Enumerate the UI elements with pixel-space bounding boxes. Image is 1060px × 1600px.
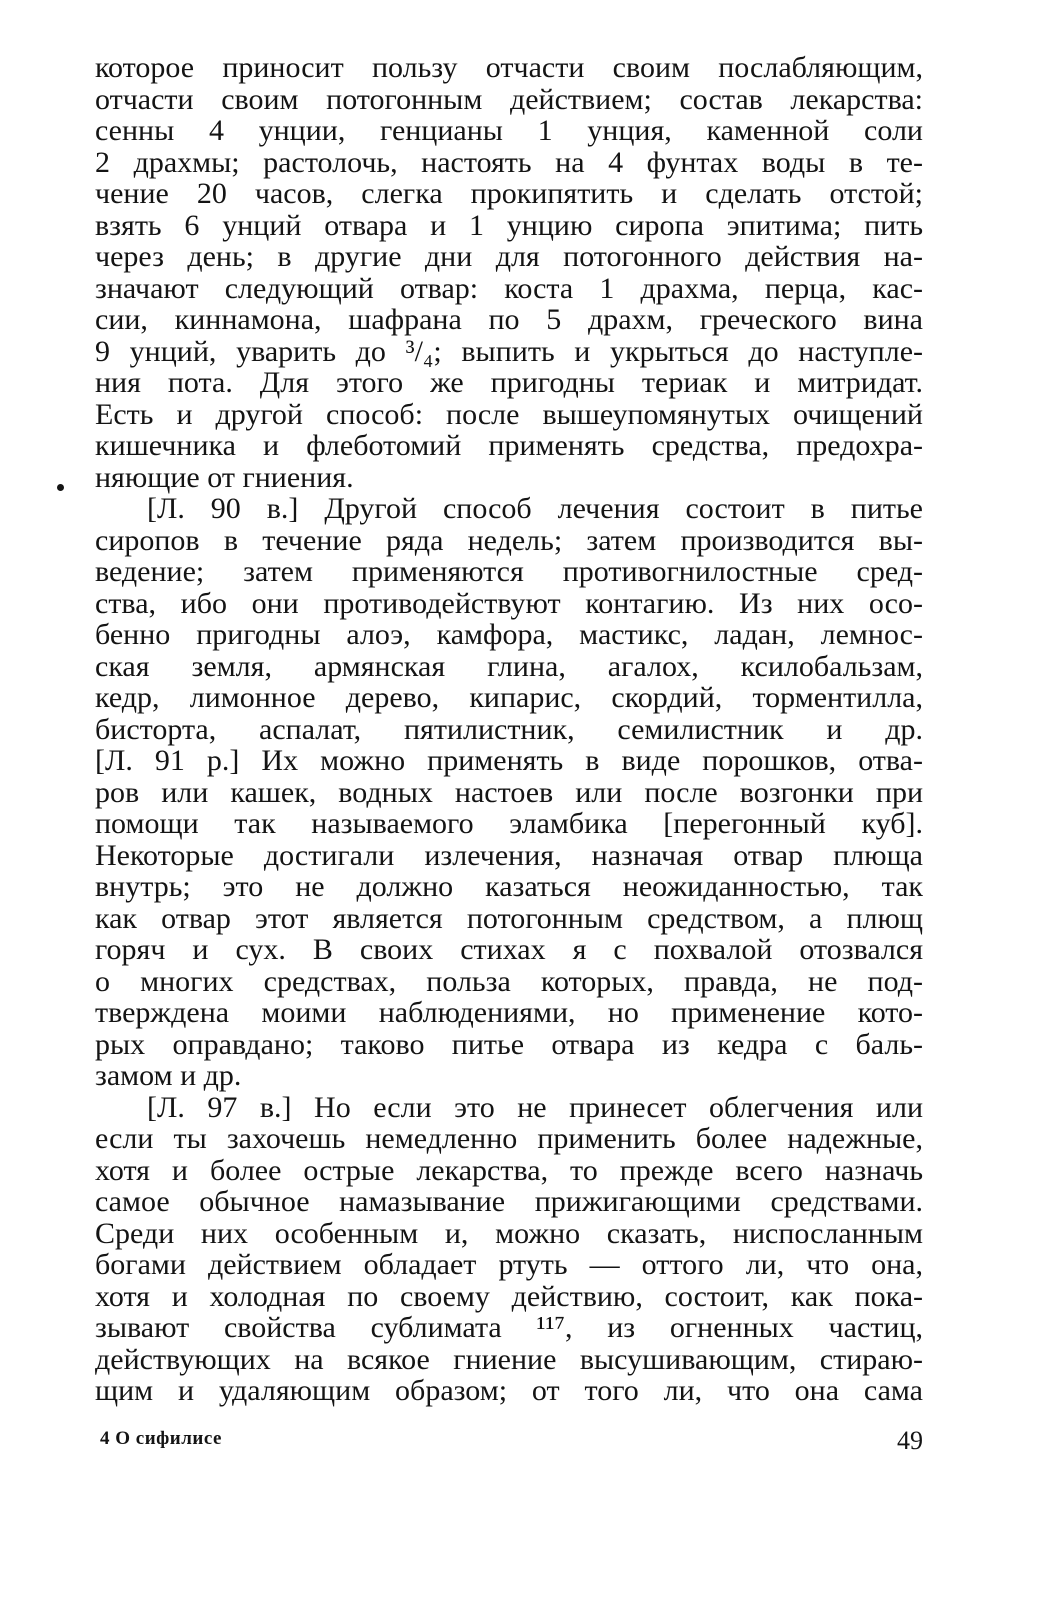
text-line: [Л. 97 в.] Но если это не принесет облегчения или bbox=[147, 1090, 923, 1124]
text-line: ведение; затем применяются противогнилостные сред- bbox=[95, 555, 923, 588]
page-footer bbox=[100, 1424, 923, 1464]
text-line: о многих средствах, польза которых, правда, не под- bbox=[95, 964, 923, 998]
text-line: Есть и другой способ: после вышеупомянутых очищений bbox=[95, 397, 923, 431]
text-line: замом и др. bbox=[95, 1059, 242, 1092]
text-line: значают следующий отвар: коста 1 драхма, перца, кас- bbox=[95, 271, 923, 305]
text-line: бенно пригодны алоэ, камфора, мастикс, ладан, лемнос- bbox=[95, 618, 923, 651]
text-line: 2 драхмы; растолочь, настоять на 4 фунтах воды в те- bbox=[95, 145, 923, 179]
text-line: чение 20 часов, слегка прокипятить и сделать отстой; bbox=[95, 177, 923, 210]
margin-dot bbox=[57, 484, 64, 491]
paragraph-2 bbox=[95, 493, 923, 1092]
text-line: отчасти своим потогонным действием; состав лекарства: bbox=[95, 82, 923, 116]
text-line: помощи так называемого эламбика [перегонный куб]. bbox=[95, 807, 923, 840]
text-line: зывают свойства сублимата ¹¹⁷, из огненных частиц, bbox=[95, 1311, 923, 1344]
text-line: богами действием обладает ртуть — оттого ли, что она, bbox=[95, 1248, 923, 1281]
text-line: взять 6 унций отвара и 1 унцию сиропа эпитима; пить bbox=[95, 208, 923, 242]
text-line: щим и удаляющим образом; от того ли, что она сама bbox=[95, 1374, 923, 1407]
text-line: через день; в другие дни для потогонного действия на- bbox=[95, 240, 923, 273]
text-line: сиропов в течение ряда недель; затем производится вы- bbox=[95, 523, 923, 557]
paragraph-3 bbox=[95, 1092, 923, 1407]
text-line: ская земля, армянская глина, агалох, ксилобальзам, bbox=[95, 649, 923, 683]
text-line: Некоторые достигали излечения, назначая отвар плюща bbox=[95, 838, 923, 872]
text-line: сии, киннамона, шафрана по 5 драхм, греческого вина bbox=[95, 303, 923, 336]
text-line: кишечника и флеботомий применять средства, предохра- bbox=[95, 429, 923, 462]
text-line: [Л. 90 в.] Другой способ лечения состоит в питье bbox=[147, 492, 923, 525]
text-line: внутрь; это не должно казаться неожиданностью, так bbox=[95, 870, 923, 903]
text-line: если ты захочешь немедленно применить более надежные, bbox=[95, 1122, 923, 1155]
page-body bbox=[95, 52, 923, 1407]
text-line: ства, ибо они противодействуют контагию. Из них осо- bbox=[95, 586, 923, 620]
text-line: рых оправдано; таково питье отвара из кедра с баль- bbox=[95, 1027, 923, 1061]
text-line: как отвар этот является потогонным средством, а плющ bbox=[95, 901, 923, 935]
paragraph-1 bbox=[95, 52, 923, 493]
text-line: [Л. 91 р.] Их можно применять в виде порошков, отва- bbox=[95, 744, 923, 777]
text-line: бисторта, аспалат, пятилистник, семилистник и др. bbox=[95, 712, 923, 746]
signature-mark: 4 О сифилисе bbox=[100, 1428, 222, 1449]
text-line: Среди них особенным и, можно сказать, ниспосланным bbox=[95, 1216, 923, 1250]
text-line: тверждена моими наблюдениями, но применение кото- bbox=[95, 996, 923, 1029]
text-line: сенны 4 унции, генцианы 1 унция, каменной соли bbox=[95, 114, 923, 147]
text-line: которое приносит пользу отчасти своим послабляющим, bbox=[95, 51, 923, 84]
text-line: ров или кашек, водных настоев или после возгонки при bbox=[95, 775, 923, 809]
text-line: кедр, лимонное дерево, кипарис, скордий, торментилла, bbox=[95, 681, 923, 714]
page-number: 49 bbox=[897, 1426, 923, 1455]
text-line: няющие от гниения. bbox=[95, 460, 354, 494]
text-line: хотя и более острые лекарства, то прежде всего назначь bbox=[95, 1153, 923, 1187]
text-line: горяч и сух. В своих стихах я с похвалой отозвался bbox=[95, 933, 923, 966]
text-line: самое обычное намазывание прижигающими средствами. bbox=[95, 1185, 923, 1218]
text-line: хотя и холодная по своему действию, состоит, как пока- bbox=[95, 1279, 923, 1313]
text-line: 9 унций, уварить до ³/₄; выпить и укрыться до наступле- bbox=[95, 334, 923, 368]
text-line: ния пота. Для этого же пригодны териак и митридат. bbox=[95, 366, 923, 399]
text-line: действующих на всякое гниение высушивающим, стираю- bbox=[95, 1342, 923, 1376]
